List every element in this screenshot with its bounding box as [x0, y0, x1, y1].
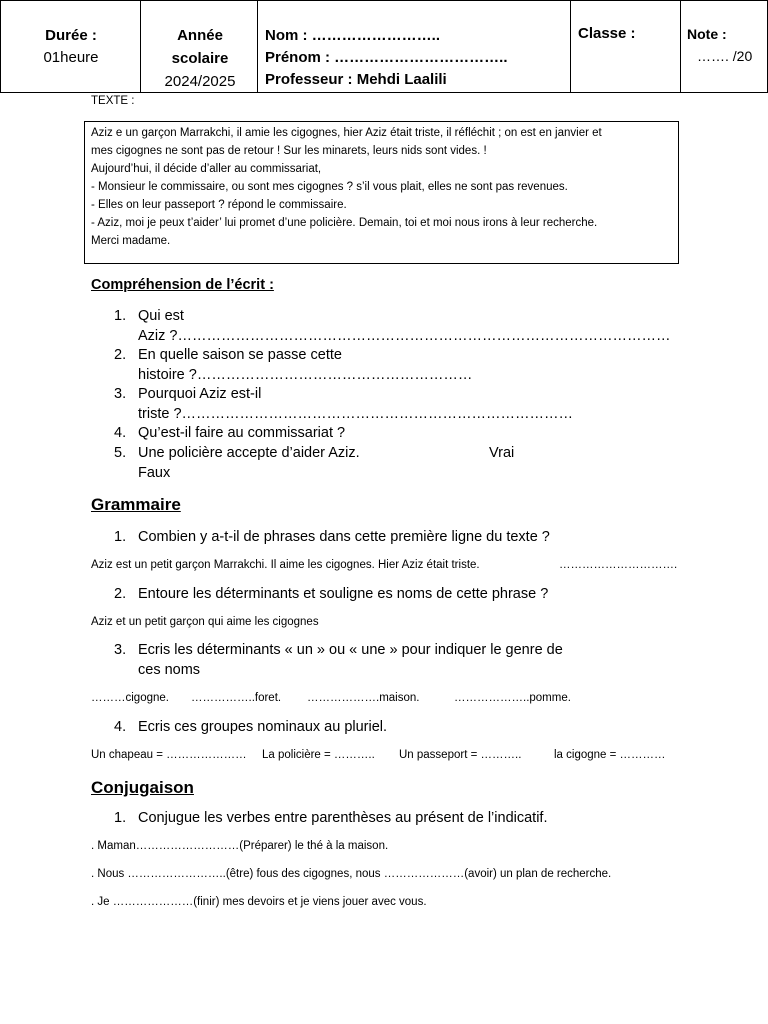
header-table — [0, 0, 768, 93]
annee-cell — [142, 1, 258, 92]
plural-item[interactable]: Un chapeau = ………………… — [91, 749, 247, 761]
conjugaison-line[interactable]: . Maman………………………(Préparer) le thé à la maison. — [91, 840, 389, 852]
answer-line[interactable]: histoire ?………………………………………………… — [138, 366, 473, 383]
plural-item[interactable]: La policière = ……….. — [262, 749, 375, 761]
question-text: ces noms — [138, 661, 201, 678]
comprehension-title: Compréhension de l’écrit : — [91, 277, 274, 293]
question-text: Combien y a-t-il de phrases dans cette première ligne du texte ? — [138, 529, 550, 545]
conjugaison-line[interactable]: . Nous ……………………..(être) fous des cigognes, nous …………………(avoir) un plan de recherche. — [91, 868, 612, 880]
vrai-option[interactable]: Vrai — [489, 445, 515, 461]
answer-line[interactable]: triste ?……………………………………………………………………… — [138, 405, 574, 422]
question-5: 5. Une policière accepte d’aider Aziz. Faux Vrai — [114, 444, 714, 484]
texte-line: Merci madame. — [91, 235, 171, 247]
question-3: 3. Pourquoi Aziz est-il triste ?……………………………………………………………………… — [114, 385, 714, 425]
duree-value: 01heure — [43, 49, 99, 66]
question-text: Ecris ces groupes nominaux au pluriel. — [138, 719, 388, 735]
texte-line: - Monsieur le commissaire, ou sont mes cigognes ? s’il vous plait, elles ne sont pas revenues. — [91, 181, 568, 193]
grammaire-question-4: 4. Ecris ces groupes nominaux au pluriel. — [114, 718, 734, 738]
texte-line: Aujourd’hui, il décide d’aller au commissariat, — [91, 163, 322, 175]
faux-option[interactable]: Faux — [138, 464, 171, 481]
texte-line: - Aziz, moi je peux t’aider’ lui promet d’une policière. Demain, toi et moi nous irons à leur recherche. — [91, 217, 598, 229]
question-text: Conjugue les verbes entre parenthèses au présent de l’indicatif. — [138, 810, 548, 826]
annee-label-1: Année — [177, 27, 223, 44]
identity-cell — [265, 1, 570, 92]
blank-item[interactable]: ………………..pomme. — [454, 692, 571, 704]
annee-value: 2024/2025 — [164, 73, 236, 90]
answer-line[interactable]: …………………………. — [559, 559, 678, 571]
plural-item[interactable]: la cigogne = ………… — [554, 749, 666, 761]
question-text: Entoure les déterminants et souligne es noms de cette phrase ? — [138, 586, 549, 602]
grammaire-title: Grammaire — [91, 495, 181, 514]
question-text: Une policière accepte d’aider Aziz. — [138, 445, 360, 461]
texte-line: - Elles on leur passeport ? répond le commissaire. — [91, 199, 347, 211]
question-text: Qu’est-il faire au commissariat ? — [138, 425, 346, 441]
question-text: Pourquoi Aziz est-il — [138, 386, 262, 402]
conjugaison-line[interactable]: . Je …………………(finir) mes devoirs et je viens jouer avec vous. — [91, 896, 427, 908]
answer-line[interactable]: Aziz ?………………………………………………………………………………………… — [138, 327, 671, 344]
texte-line: mes cigognes ne sont pas de retour ! Sur les minarets, leurs nids sont vides. ! — [91, 145, 487, 157]
professeur-label: Professeur : Mehdi Laalili — [265, 71, 447, 88]
question-text: Qui est — [138, 308, 184, 324]
duree-cell — [1, 1, 141, 92]
classe-field[interactable]: Classe : — [578, 25, 636, 42]
blank-item[interactable]: ………cigogne. — [91, 692, 169, 704]
note-value[interactable]: ……. /20 — [697, 48, 753, 64]
question-2: 2. En quelle saison se passe cette histoire ?………………………………………………… — [114, 346, 714, 386]
plural-item[interactable]: Un passeport = ……….. — [399, 749, 522, 761]
duree-label: Durée : — [45, 27, 97, 44]
conjugaison-title: Conjugaison — [91, 778, 194, 797]
note-label: Note : — [687, 26, 727, 42]
question-1: 1. Qui est Aziz ?………………………………………………………………………………………… — [114, 307, 714, 347]
exercise-sentence: Aziz est un petit garçon Marrakchi. Il aime les cigognes. Hier Aziz était triste. — [91, 559, 480, 571]
blank-item[interactable]: ……………..foret. — [191, 692, 282, 704]
grammaire-question-2: 2. Entoure les déterminants et souligne es noms de cette phrase ? — [114, 585, 734, 605]
question-text: En quelle saison se passe cette — [138, 347, 342, 363]
texte-line: Aziz e un garçon Marrakchi, il amie les cigognes, hier Aziz était triste, il réfléchit ; on est en janvier et — [91, 127, 602, 139]
blank-item[interactable]: ……………….maison. — [307, 692, 420, 704]
question-4: 4. Qu’est-il faire au commissariat ? — [114, 424, 714, 444]
texte-box — [84, 121, 679, 264]
question-text: Ecris les déterminants « un » ou « une » pour indiquer le genre de — [138, 642, 563, 658]
nom-field[interactable]: Nom : …………………….. — [265, 27, 440, 44]
prenom-field[interactable]: Prénom : …………………………….. — [265, 49, 508, 66]
divider — [680, 1, 681, 92]
divider — [570, 1, 571, 92]
grammaire-question-1: 1. Combien y a-t-il de phrases dans cette première ligne du texte ? — [114, 528, 734, 548]
annee-label-2: scolaire — [171, 50, 229, 67]
divider — [140, 1, 141, 92]
exercise-sentence: Aziz et un petit garçon qui aime les cigognes — [91, 616, 319, 628]
texte-label: TEXTE : — [91, 95, 135, 107]
note-cell — [687, 1, 767, 92]
grammaire-question-3: 3. Ecris les déterminants « un » ou « une » pour indiquer le genre de ces noms — [114, 641, 734, 681]
conjugaison-question-1: 1. Conjugue les verbes entre parenthèses au présent de l’indicatif. — [114, 809, 734, 829]
divider — [257, 1, 258, 92]
